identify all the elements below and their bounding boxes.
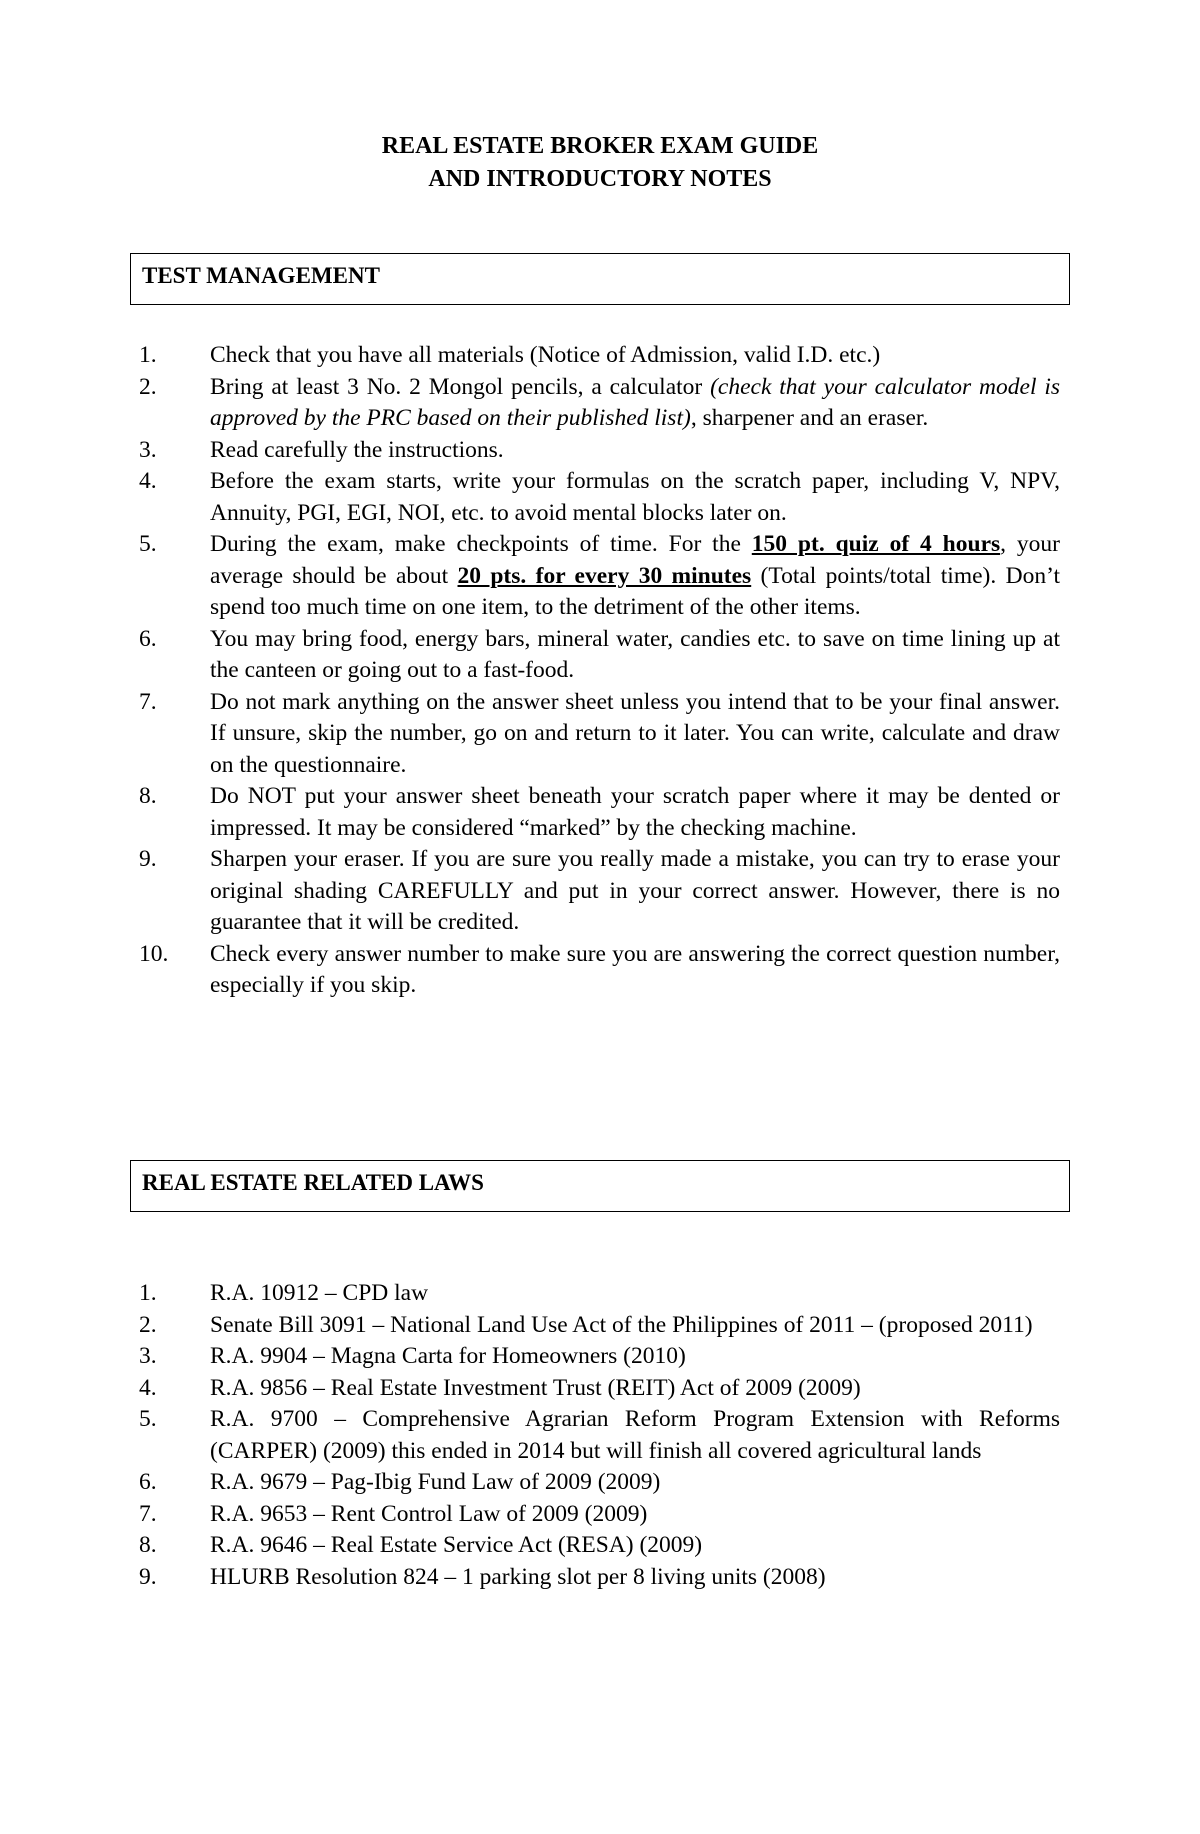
section-heading-box-real-estate-laws <box>130 1160 1070 1212</box>
item-number: 2. <box>139 373 157 400</box>
item-text: Read carefully the instructions. <box>210 436 504 463</box>
list-item <box>139 1278 1060 1310</box>
list-item <box>139 435 1060 467</box>
section-heading-real-estate-laws: REAL ESTATE RELATED LAWS <box>142 1170 484 1195</box>
section-heading-test-management: TEST MANAGEMENT <box>142 263 380 288</box>
item-text: Sharpen your eraser. If you are sure you really made a mistake, you can try to erase your original shading CAREFULLY and put in your correct answer. However, there is no guarantee that it will be credited. <box>210 846 1060 935</box>
item-text: R.A. 9679 – Pag-Ibig Fund Law of 2009 (2009) <box>210 1469 661 1495</box>
item-text: R.A. 9856 – Real Estate Investment Trust (REIT) Act of 2009 (2009) <box>210 1374 861 1401</box>
item-text-part: (Total points/total time). Don’t spend too much time on one item, to the detriment of the other items. <box>210 562 1060 620</box>
list-item <box>139 687 1060 782</box>
list-item <box>139 529 1060 624</box>
item-text: R.A. 9700 – Comprehensive Agrarian Reform Program Extension with Reforms (CARPER) (2009) this ended in 2014 but will finish all covered agricultural lands <box>210 1406 1060 1464</box>
item-text: You may bring food, energy bars, mineral water, candies etc. to save on time lining up at the canteen or going out to a fast-food. <box>210 625 1060 683</box>
item-text: Do not mark anything on the answer sheet unless you intend that to be your final answer. If unsure, skip the number, go on and return to it later. You can write, calculate and draw on the questionnaire. <box>210 688 1060 778</box>
item-number: 1. <box>139 342 157 368</box>
item-number: 9. <box>139 846 157 872</box>
item-text: Check that you have all materials (Notice of Admission, valid I.D. etc.) <box>210 342 881 368</box>
item-text-part: During the exam, make checkpoints of time. For the <box>210 531 752 557</box>
list-item <box>139 1562 1060 1594</box>
list-item <box>139 624 1060 687</box>
item-text-emphasis: 20 pts. for every 30 minutes <box>457 562 752 589</box>
item-text-emphasis: 150 pt. quiz of 4 hours <box>751 531 1001 557</box>
list-item <box>139 939 1060 1002</box>
test-management-list <box>139 340 1060 1002</box>
title-line-1: REAL ESTATE BROKER EXAM GUIDE <box>381 133 819 159</box>
list-item <box>139 1467 1060 1499</box>
item-text: Before the exam starts, write your formulas on the scratch paper, including V, NPV, Annuity, PGI, EGI, NOI, etc. to avoid mental blocks later on. <box>210 468 1060 526</box>
item-text: R.A. 9904 – Magna Carta for Homeowners (2010) <box>210 1343 686 1369</box>
item-number: 10. <box>139 940 169 967</box>
title-line-2: AND INTRODUCTORY NOTES <box>428 166 772 192</box>
item-text: R.A. 9646 – Real Estate Service Act (RESA) (2009) <box>210 1532 703 1558</box>
list-item <box>139 1530 1060 1562</box>
item-text-part: Bring at least 3 No. 2 Mongol pencils, a calculator <box>210 373 711 400</box>
item-text: R.A. 9653 – Rent Control Law of 2009 (2009) <box>210 1500 648 1527</box>
item-number: 6. <box>139 1469 157 1495</box>
list-item <box>139 1404 1060 1467</box>
item-text-part: , your average should be about <box>210 531 1060 589</box>
section-heading-box-test-management <box>130 253 1070 305</box>
list-item <box>139 340 1060 372</box>
item-text: Senate Bill 3091 – National Land Use Act of the Philippines of 2011 – (proposed 2011) <box>210 1311 1033 1338</box>
item-number: 3. <box>139 1343 157 1369</box>
item-number: 2. <box>139 1311 157 1338</box>
item-number: 4. <box>139 1374 157 1401</box>
item-text: Check every answer number to make sure you are answering the correct question number, especially if you skip. <box>210 940 1060 998</box>
list-item <box>139 781 1060 844</box>
item-number: 7. <box>139 688 157 715</box>
list-item <box>139 466 1060 529</box>
item-number: 7. <box>139 1500 157 1527</box>
item-number: 6. <box>139 625 157 652</box>
item-number: 9. <box>139 1563 157 1590</box>
document-title <box>0 130 1200 196</box>
item-number: 8. <box>139 783 157 809</box>
item-text: Do NOT put your answer sheet beneath your scratch paper where it may be dented or impressed. It may be considered “marked” by the checking machine. <box>210 783 1060 841</box>
item-number: 8. <box>139 1532 157 1558</box>
item-number: 5. <box>139 1406 157 1432</box>
list-item <box>139 1310 1060 1342</box>
item-text: HLURB Resolution 824 – 1 parking slot per 8 living units (2008) <box>210 1563 826 1590</box>
real-estate-laws-list <box>139 1278 1060 1593</box>
item-number: 1. <box>139 1280 157 1306</box>
list-item <box>139 1341 1060 1373</box>
item-text <box>210 372 1060 435</box>
list-item <box>139 844 1060 939</box>
item-number: 5. <box>139 531 157 557</box>
item-text <box>210 529 1060 624</box>
list-item <box>139 372 1060 435</box>
list-item <box>139 1373 1060 1405</box>
item-text-part: , sharpener and an eraser. <box>690 405 929 431</box>
item-text: R.A. 10912 – CPD law <box>210 1280 429 1306</box>
item-number: 4. <box>139 468 157 494</box>
item-number: 3. <box>139 436 157 463</box>
list-item <box>139 1499 1060 1531</box>
item-text-italic: (check that your calculator model is approved by the PRC based on their published list) <box>210 373 1060 431</box>
